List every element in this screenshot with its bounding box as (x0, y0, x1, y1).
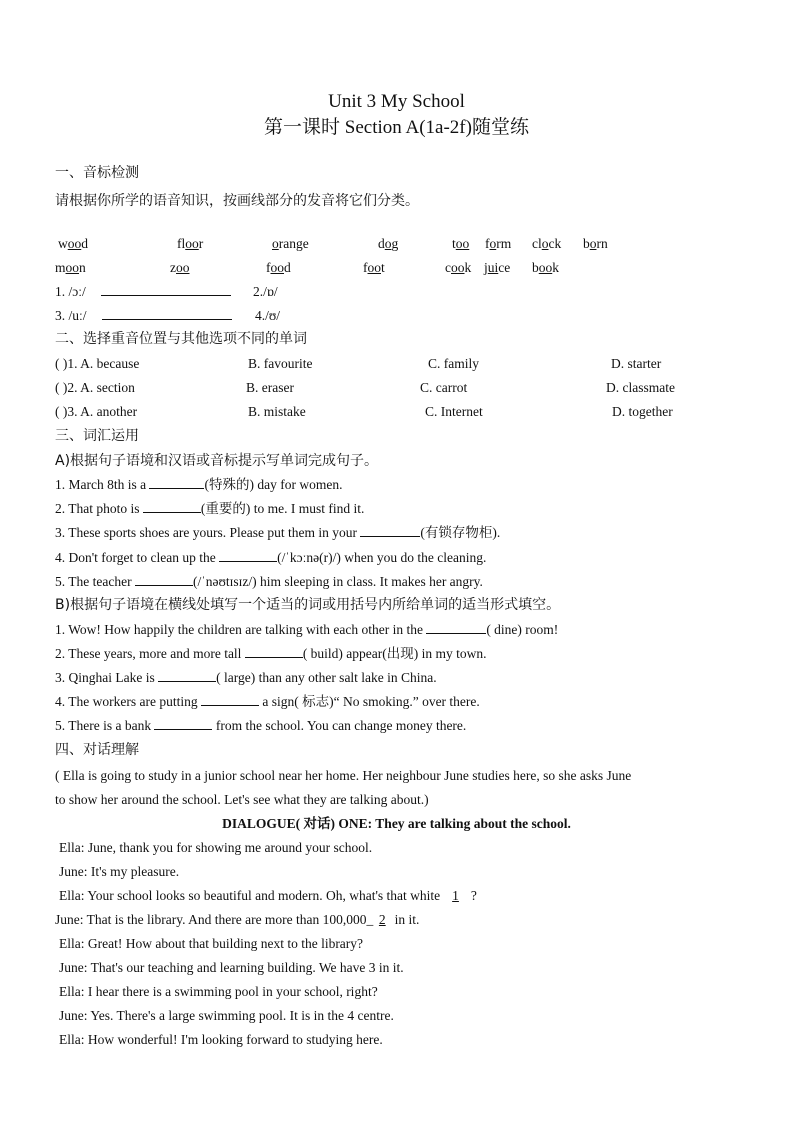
answer-blank[interactable] (219, 561, 277, 562)
phonics-label-3: 3. /uː/ (55, 308, 87, 323)
phonics-word (484, 261, 510, 275)
item-text: 1. March 8th is a (55, 477, 150, 492)
word-part: f (363, 260, 368, 275)
word-part: ce (498, 260, 511, 275)
word-part: t (381, 260, 385, 275)
item-text: 3. Qinghai Lake is (55, 670, 159, 685)
vocab-b-item-4 (55, 695, 480, 709)
vocab-b-item-3 (55, 671, 437, 685)
dialogue-text: June: That is the library. And there are more than 100,000_ (55, 912, 374, 927)
item-hint: (重要的) to me. I must find it. (200, 501, 365, 516)
answer-blank[interactable] (158, 681, 216, 682)
word-part: fl (177, 236, 186, 251)
dialogue-line: June: That's our teaching and learning building. We have 3 in it. (59, 960, 404, 975)
item-hint: ( large) than any other salt lake in China. (216, 670, 437, 685)
phonics-label-4: 4./ʊ/ (255, 308, 281, 323)
phonics-word (272, 237, 309, 251)
word-part: f (266, 260, 271, 275)
phonics-word (266, 261, 291, 275)
vocab-b-item-5 (55, 719, 466, 733)
underlined-sound: oo (538, 260, 553, 275)
word-part: w (58, 236, 68, 251)
phonics-question-1 (55, 285, 231, 299)
word-part: j (484, 260, 488, 275)
section-1-instruction: 请根据你所学的语音知识，按画线部分的发音将它们分类。 (55, 193, 419, 209)
phonics-word (445, 261, 471, 275)
dialogue-line: Ella: Great! How about that building next to the library? (59, 936, 364, 951)
dialogue-text: Ella: Your school looks so beautiful and modern. Oh, what's that white (59, 888, 444, 903)
word-part: d (378, 236, 385, 251)
underlined-sound: o (541, 236, 549, 251)
stress-item-1-option-c: C. family (428, 356, 479, 371)
part-b-heading: B)根据句子语境在横线处填写一个适当的词或用括号内所给单词的适当形式填空。 (55, 597, 561, 613)
word-part: b (583, 236, 590, 251)
underlined-sound: oo (176, 260, 190, 275)
section-2-heading: 二、选择重音位置与其他选项不同的单词 (55, 331, 307, 347)
phonics-word (177, 237, 203, 251)
word-part: r (198, 236, 204, 251)
phonics-label-2: 2./ɒ/ (253, 284, 278, 299)
dialogue-line: June: It's my pleasure. (59, 864, 180, 879)
vocab-a-item-2 (55, 502, 364, 516)
stress-item-2-option-d: D. classmate (606, 380, 675, 395)
phonics-word (58, 237, 88, 251)
answer-blank[interactable] (426, 633, 486, 634)
underlined-sound: ui (487, 260, 499, 275)
answer-blank[interactable] (135, 585, 193, 586)
dialogue-line: June: Yes. There's a large swimming pool. It is in the 4 centre. (59, 1008, 394, 1023)
item-hint: ( dine) room! (486, 622, 559, 637)
underlined-sound: oo (455, 236, 470, 251)
word-part: n (79, 260, 86, 275)
item-text: 5. There is a bank (55, 718, 155, 733)
stress-item-2-stem: ( )2. A. section (55, 380, 135, 395)
stress-item-1-stem: ( )1. A. because (55, 356, 140, 371)
answer-blank[interactable] (360, 536, 420, 537)
answer-blank[interactable] (201, 705, 259, 706)
underlined-sound: oo (451, 260, 465, 275)
item-hint: (/ˈnəʊtɪsɪz/) him sleeping in class. It makes her angry. (192, 574, 483, 589)
word-part: z (170, 260, 176, 275)
vocab-a-item-3 (55, 526, 500, 540)
underlined-sound: o (589, 236, 597, 251)
underlined-sound: o (272, 236, 279, 251)
word-part: k (552, 260, 559, 275)
section-1-heading: 一、音标检测 (55, 165, 139, 181)
dialogue-line: Ella: How wonderful! I'm looking forward to studying here. (59, 1032, 383, 1047)
answer-blank[interactable] (154, 729, 212, 730)
dialogue-line: Ella: I hear there is a swimming pool in your school, right? (59, 984, 378, 999)
word-part: g (391, 236, 399, 251)
part-a-heading: A)根据句子语境和汉语或音标提示写单词完成句子。 (55, 453, 379, 469)
item-text: 2. These years, more and more tall (55, 646, 245, 661)
page-title: Unit 3 My School (328, 91, 465, 112)
item-hint: ( build) appear(出现) in my town. (302, 646, 487, 661)
phonics-word (378, 237, 398, 251)
phonics-word (363, 261, 385, 275)
item-hint: a sign( 标志)“ No smoking.” over there. (258, 694, 480, 709)
phonics-word (170, 261, 190, 275)
dialogue-line: Ella: June, thank you for showing me around your school. (59, 840, 373, 855)
page-subtitle: 第一课时 Section A(1a-2f)随堂练 (264, 117, 529, 138)
word-part: rm (496, 236, 512, 251)
vocab-a-item-4 (55, 551, 486, 565)
answer-blank[interactable] (143, 512, 201, 513)
vocab-b-item-2 (55, 647, 487, 661)
word-part: t (452, 236, 456, 251)
stress-item-1-option-d: D. starter (611, 356, 662, 371)
underlined-sound: oo (367, 260, 381, 275)
word-part: b (532, 260, 539, 275)
word-part: c (445, 260, 451, 275)
vocab-b-item-1 (55, 623, 558, 637)
dialogue-line-blank-1 (59, 889, 477, 903)
stress-item-3-option-c: C. Internet (425, 404, 483, 419)
answer-blank[interactable] (101, 295, 231, 296)
answer-blank[interactable] (102, 319, 232, 320)
stress-item-3-option-b: B. mistake (248, 404, 306, 419)
word-part: m (55, 260, 66, 275)
section-3-heading: 三、词汇运用 (55, 428, 139, 444)
item-text: 2. That photo is (55, 501, 143, 516)
numbered-blank[interactable]: 1 (452, 888, 459, 903)
item-text: 1. Wow! How happily the children are talking with each other in the (55, 622, 427, 637)
dialogue-text: in it. (391, 912, 420, 927)
answer-blank[interactable] (245, 657, 303, 658)
word-part: cl (532, 236, 542, 251)
underlined-sound: oo (67, 236, 82, 251)
stress-item-2-option-b: B. eraser (246, 380, 294, 395)
dialogue-text: ? (467, 888, 477, 903)
phonics-word (583, 237, 608, 251)
phonics-word (532, 261, 559, 275)
phonics-label-1: 1. /ɔː/ (55, 284, 86, 299)
phonics-word (55, 261, 86, 275)
vocab-a-item-5 (55, 575, 483, 589)
dialogue-intro-line-2: to show her around the school. Let's see what they are talking about.) (55, 792, 429, 807)
numbered-blank[interactable]: 2 (378, 912, 386, 927)
word-part: d (284, 260, 291, 275)
word-part: f (485, 236, 490, 251)
underlined-sound: oo (185, 236, 199, 251)
dialogue-line-blank-2 (55, 913, 419, 927)
word-part: d (81, 236, 88, 251)
underlined-sound: oo (270, 260, 284, 275)
stress-item-3-stem: ( )3. A. another (55, 404, 138, 419)
answer-blank[interactable] (149, 488, 204, 489)
item-hint: (/ˈkɔːnə(r)/) when you do the cleaning. (277, 550, 487, 565)
stress-item-3-option-d: D. together (612, 404, 673, 419)
dialogue-intro-line-1: ( Ella is going to study in a junior school near her home. Her neighbour June studies here, so she asks June (55, 768, 632, 783)
phonics-word (485, 237, 511, 251)
item-hint: (特殊的) day for women. (204, 477, 343, 492)
phonics-question-3 (55, 309, 232, 323)
item-text: 4. Don't forget to clean up the (55, 550, 220, 565)
item-text: 4. The workers are putting (55, 694, 201, 709)
item-text: 3. These sports shoes are yours. Please put them in your (55, 525, 361, 540)
underlined-sound: o (384, 236, 392, 251)
vocab-a-item-1 (55, 478, 342, 492)
word-part: ck (548, 236, 562, 251)
item-text: 5. The teacher (55, 574, 135, 589)
word-part: rn (596, 236, 608, 251)
phonics-word (532, 237, 561, 251)
item-hint: from the school. You can change money there. (212, 718, 467, 733)
dialogue-title: DIALOGUE( 对话) ONE: They are talking about the school. (222, 816, 571, 831)
word-part: k (464, 260, 472, 275)
stress-item-2-option-c: C. carrot (420, 380, 468, 395)
stress-item-1-option-b: B. favourite (248, 356, 313, 371)
phonics-word (452, 237, 469, 251)
section-4-heading: 四、对话理解 (55, 742, 139, 758)
word-part: range (278, 236, 309, 251)
underlined-sound: oo (65, 260, 80, 275)
item-hint: (有锁存物柜). (420, 525, 501, 540)
underlined-sound: o (489, 236, 497, 251)
